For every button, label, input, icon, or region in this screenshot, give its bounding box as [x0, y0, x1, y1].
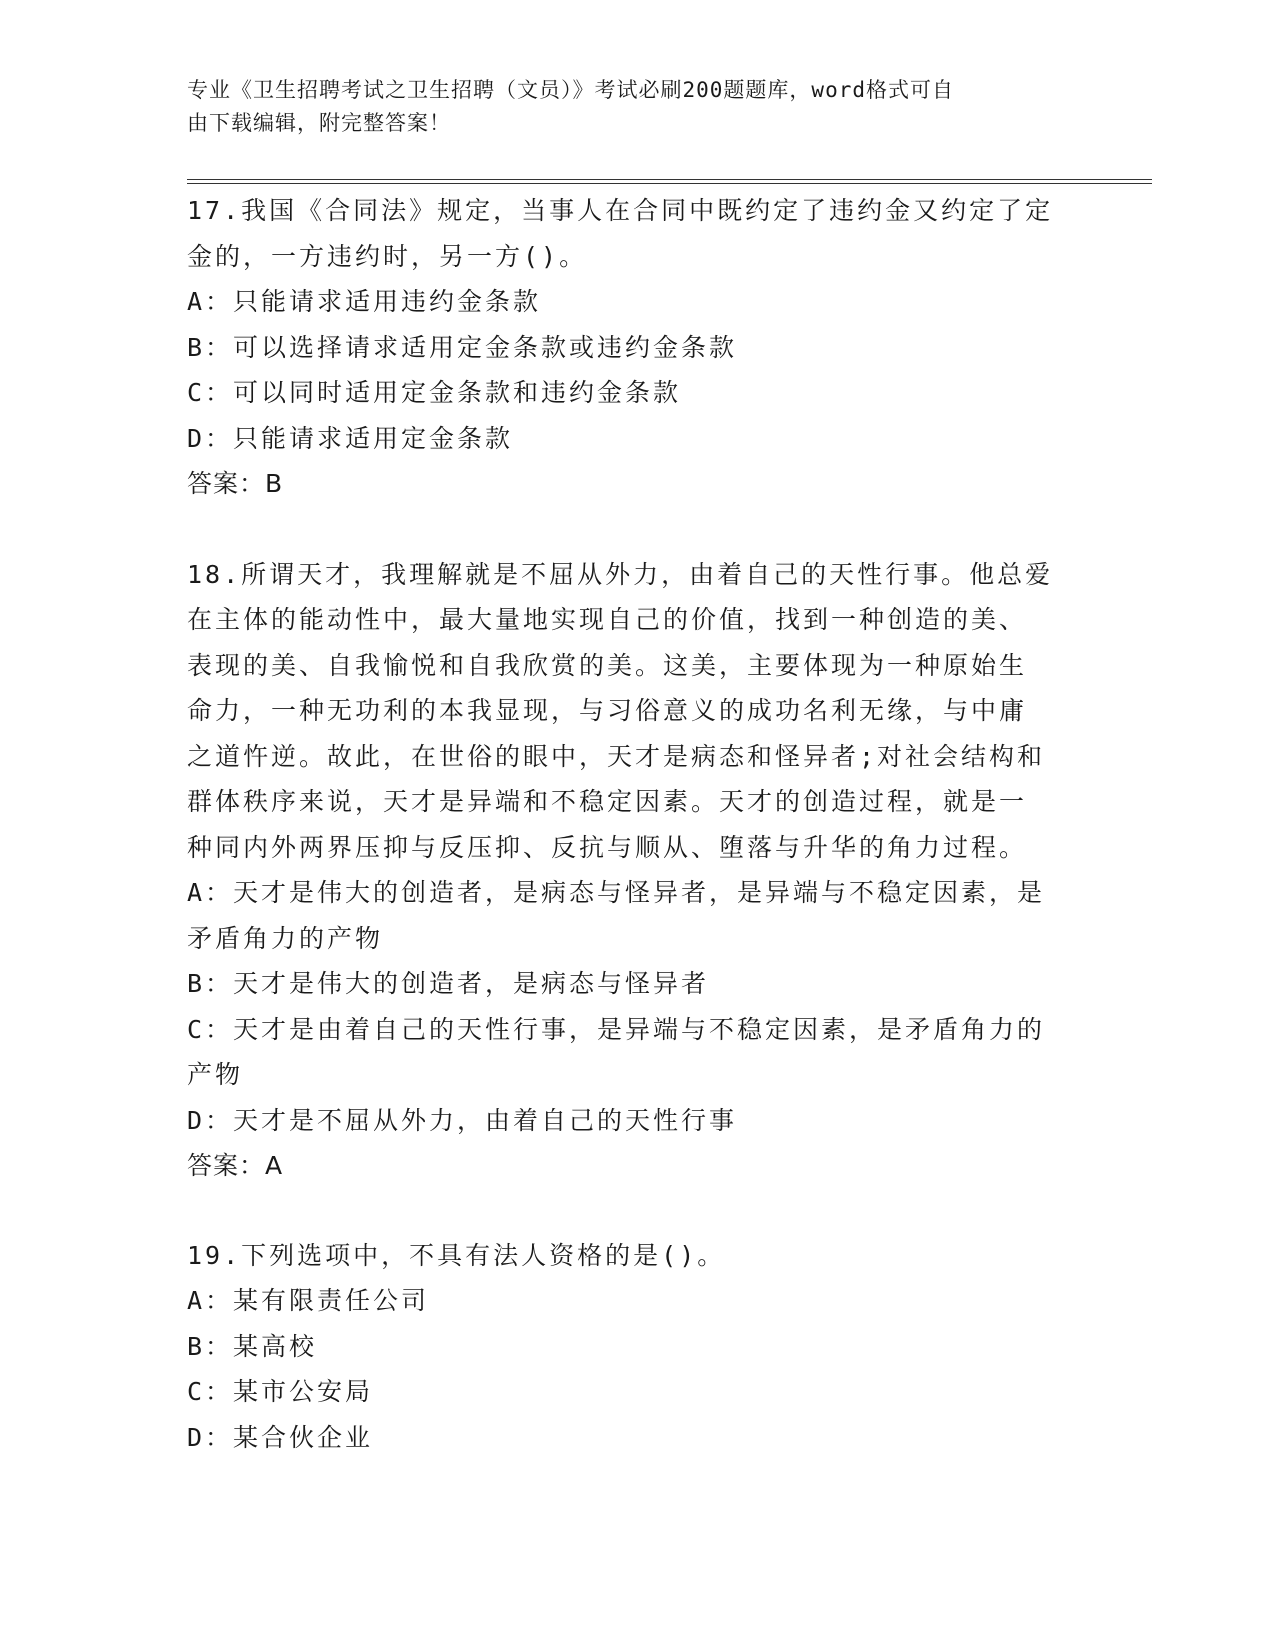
header-divider-top	[187, 179, 1152, 180]
question-stem-line: 之道忤逆。故此，在世俗的眼中，天才是病态和怪异者;对社会结构和	[187, 741, 1046, 771]
question-stem-line: 19.下列选项中，不具有法人资格的是()。	[187, 1240, 726, 1270]
option-d: D：天才是不屈从外力，由着自己的天性行事	[187, 1105, 738, 1135]
question-18	[187, 552, 1087, 1189]
header-line-1: 专业《卫生招聘考试之卫生招聘（文员）》考试必刷200题题库，word格式可自	[187, 78, 954, 102]
question-list	[187, 188, 1087, 1460]
question-spacer	[187, 1189, 1087, 1233]
answer-line: 答案：A	[187, 1151, 284, 1180]
header-line-2: 由下载编辑，附完整答案！	[187, 111, 451, 135]
header-divider-bottom	[187, 183, 1152, 184]
option-b: B：可以选择请求适用定金条款或违约金条款	[187, 332, 738, 362]
option-a: A：只能请求适用违约金条款	[187, 287, 542, 316]
option-a: A：天才是伟大的创造者，是病态与怪异者，是异端与不稳定因素，是	[187, 878, 1046, 907]
option-c: C：可以同时适用定金条款和违约金条款	[187, 378, 682, 407]
option-b: B：天才是伟大的创造者，是病态与怪异者	[187, 969, 710, 998]
question-stem-line: 18.所谓天才，我理解就是不屈从外力，由着自己的天性行事。他总爱	[187, 559, 1054, 589]
option-d: D：只能请求适用定金条款	[187, 423, 514, 453]
question-stem-line: 金的，一方违约时，另一方()。	[187, 241, 588, 271]
option-c: C：某市公安局	[187, 1377, 374, 1406]
option-a: A：某有限责任公司	[187, 1286, 430, 1315]
question-stem-line: 群体秩序来说，天才是异端和不稳定因素。天才的创造过程，就是一	[187, 787, 1028, 816]
option-a-continued: 矛盾角力的产物	[187, 923, 384, 953]
option-d: D：某合伙企业	[187, 1422, 374, 1452]
question-spacer	[187, 507, 1087, 552]
question-stem-line: 17.我国《合同法》规定，当事人在合同中既约定了违约金又约定了定	[187, 196, 1054, 225]
option-c-continued: 产物	[187, 1060, 244, 1089]
question-stem-line: 表现的美、自我愉悦和自我欣赏的美。这美，主要体现为一种原始生	[187, 650, 1028, 680]
option-b: B：某高校	[187, 1331, 318, 1361]
question-stem-line: 在主体的能动性中，最大量地实现自己的价值，找到一种创造的美、	[187, 605, 1028, 634]
answer-line: 答案：B	[187, 469, 284, 498]
question-stem-line: 种同内外两界压抑与反压抑、反抗与顺从、堕落与升华的角力过程。	[187, 832, 1028, 862]
question-stem-line: 命力，一种无功利的本我显现，与习俗意义的成功名利无缘，与中庸	[187, 696, 1028, 725]
document-header	[187, 74, 1067, 140]
question-19	[187, 1233, 1087, 1461]
option-c: C：天才是由着自己的天性行事，是异端与不稳定因素，是矛盾角力的	[187, 1014, 1046, 1044]
question-17	[187, 188, 1087, 507]
